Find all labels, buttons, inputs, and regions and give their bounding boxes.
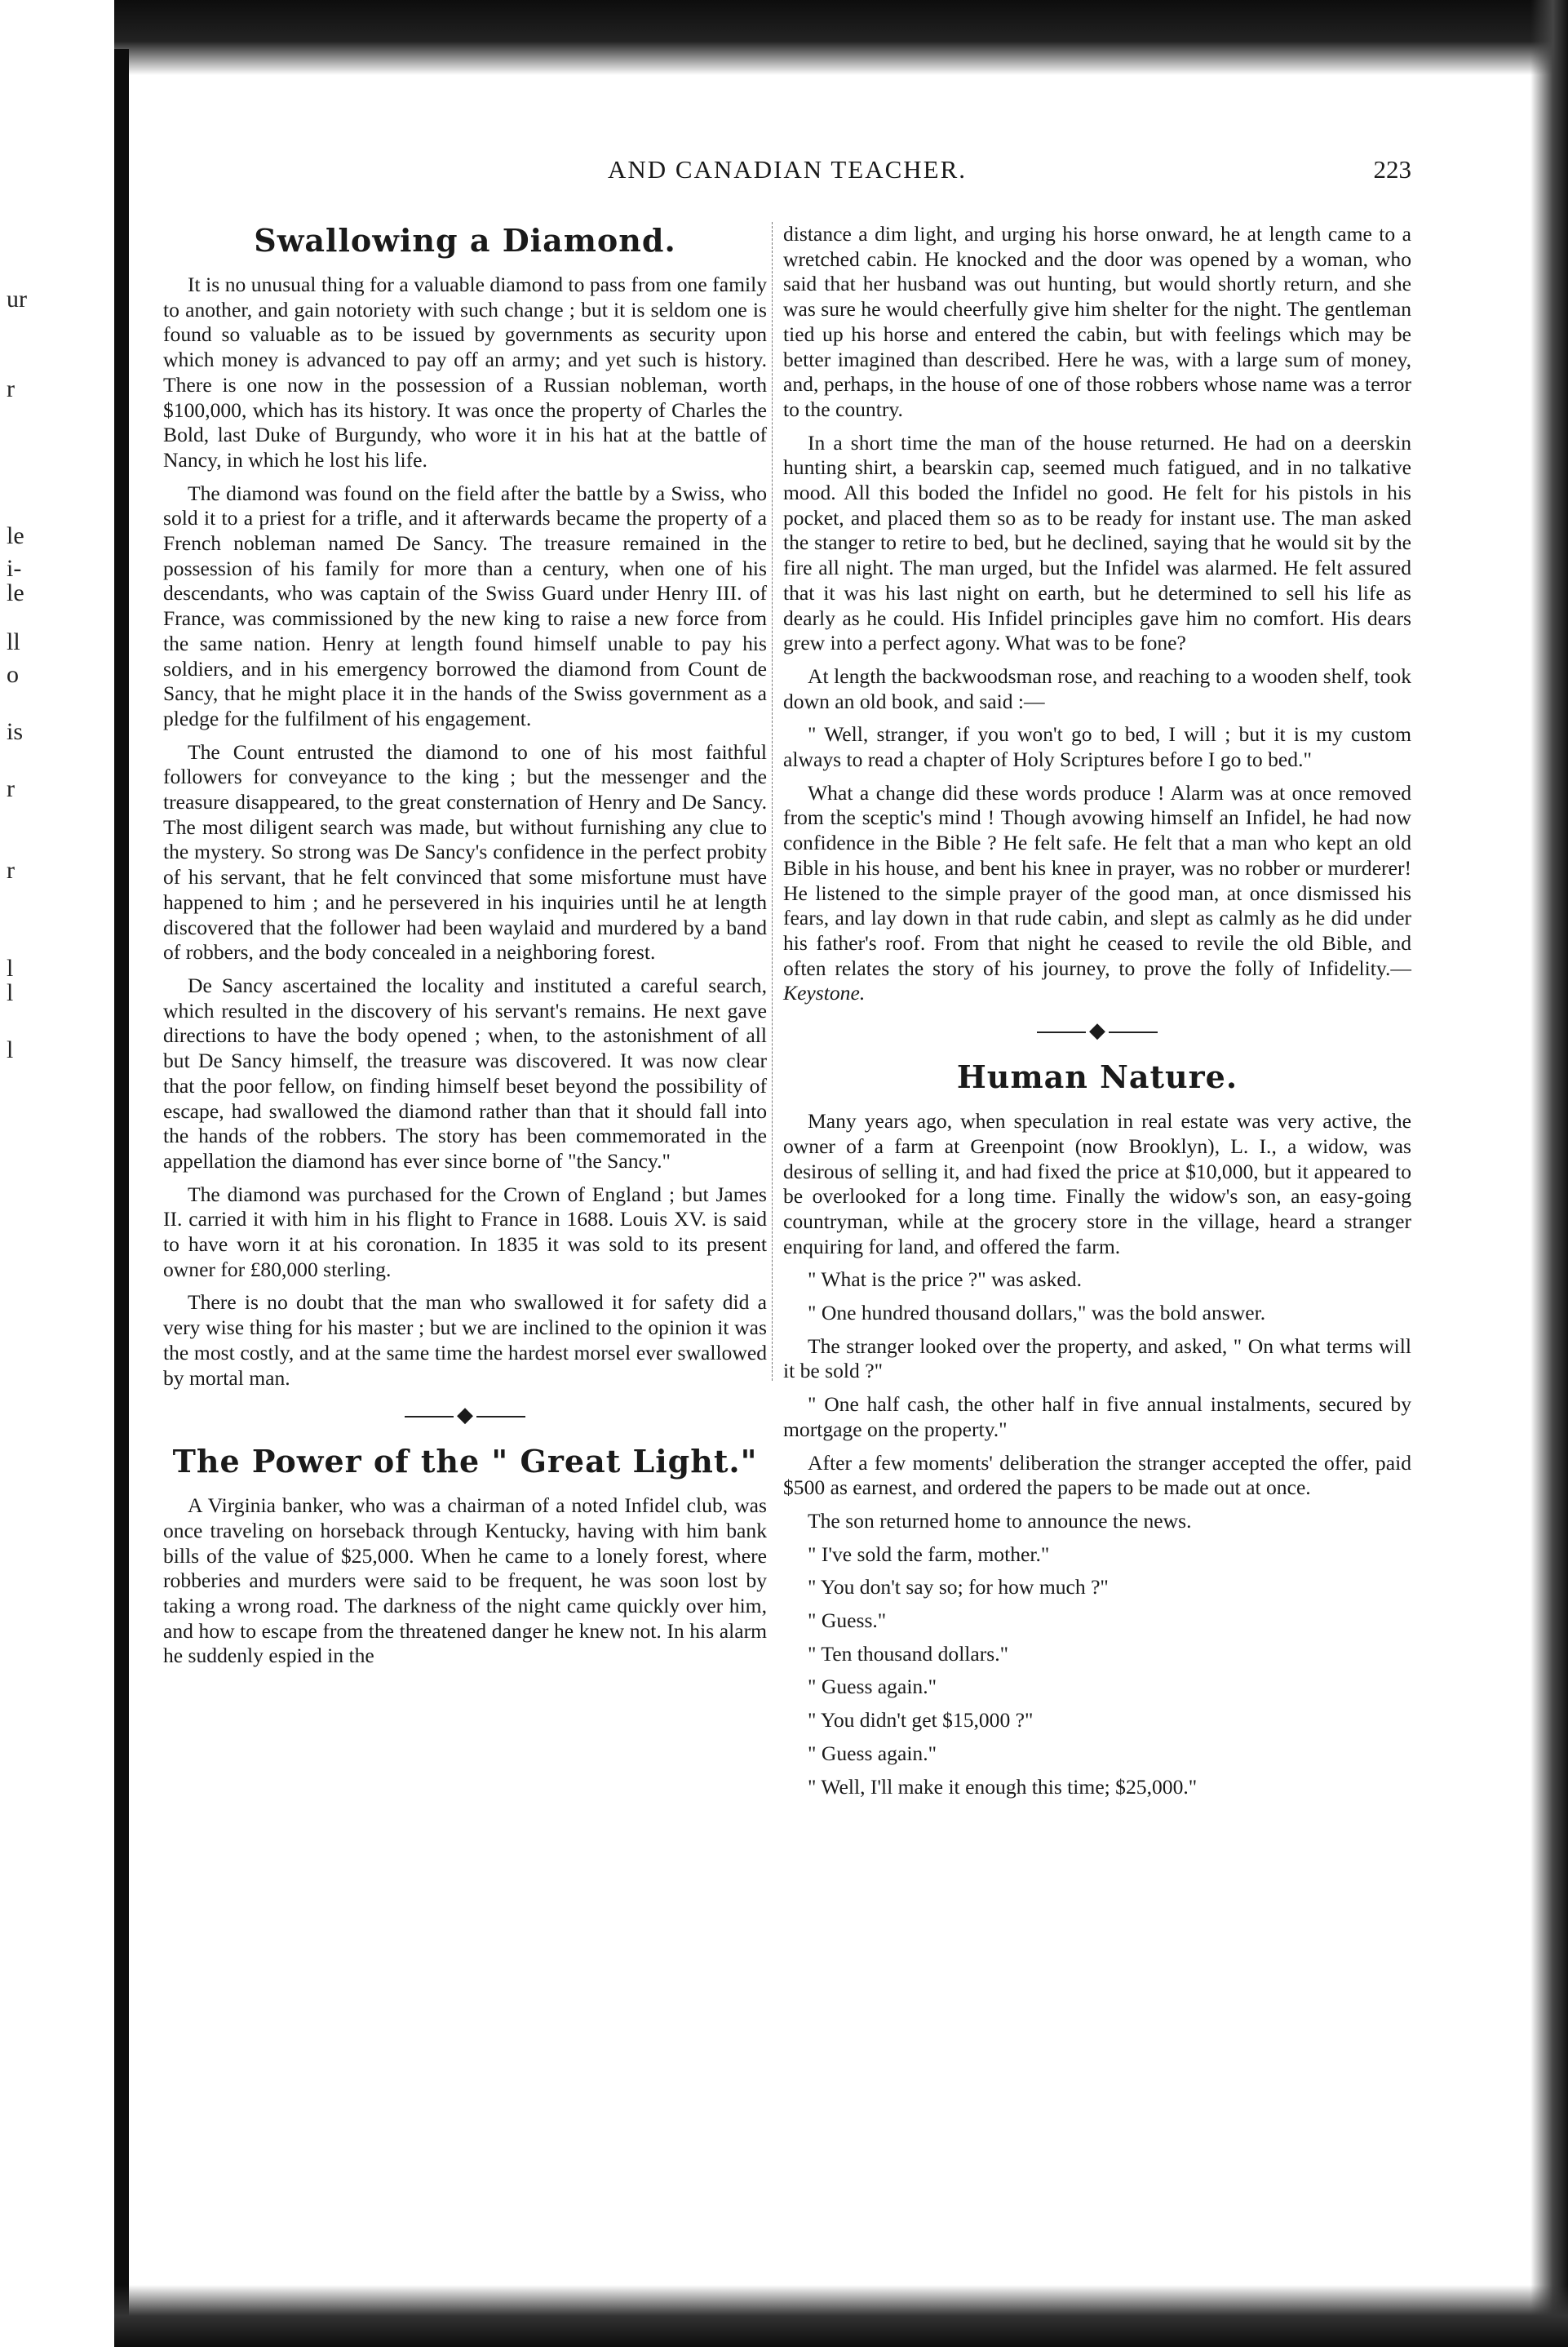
gutter-fragment: r (7, 775, 15, 802)
gutter-fragment: is (7, 718, 24, 745)
article-paragraph: After a few moments' deliberation the stranger accepted the offer, paid $500 as earnest, and ordered the papers to be made out at once. (783, 1450, 1411, 1500)
article-paragraph: " Well, stranger, if you won't go to bed, I will ; but it is my custom always to read a chapter of Holy Scriptures before I go to bed." (783, 722, 1411, 772)
running-title: AND CANADIAN TEACHER. (607, 155, 968, 184)
article-paragraph: The diamond was purchased for the Crown of England ; but James II. carried it with him in his flight to France in 1688. Louis XV. is said to have worn it at his coronation. In 1835 it was sold to its present owner for £80,000 sterling. (163, 1182, 767, 1281)
scan-right-shadow (1530, 0, 1568, 2347)
article-paragraph: " Guess again." (808, 1675, 937, 1699)
article-paragraph: " You didn't get $15,000 ?" (808, 1708, 1034, 1733)
separator-ornament-icon: ◆ (457, 1403, 473, 1427)
column-divider (772, 222, 773, 1381)
gutter-fragment: le (7, 579, 24, 606)
section-separator (783, 1018, 1411, 1044)
attribution: Keystone. (783, 981, 866, 1005)
article-paragraph: " Ten thousand dollars." (808, 1641, 1009, 1666)
separator-ornament-icon: ◆ (1089, 1018, 1105, 1043)
article-paragraph: " What is the price ?" was asked. (808, 1267, 1082, 1292)
article-paragraph: A Virginia banker, who was a chairman of a noted Infidel club, was once traveling on horseback through Kentucky, having with him bank bills of the value of $25,000. When he came to a lonely forest, where robberies and murders were said to be frequent, he was soon lost by taking a wrong road. The darkness of the night came quickly over him, and how to escape from the threatened danger he knew not. In his alarm he suddenly espied in the (163, 1493, 767, 1668)
article-paragraph: De Sancy ascertained the locality and instituted a careful search, which resulted in the discovery of his servant's remains. He next gave directions to have the body opened ; when, to the astonishment of all but De Sancy himself, the treasure was discovered. It was now clear that the poor fellow, on finding himself beset beyond the possibility of escape, had swallowed the diamond rather than that it should fall into the hands of the robbers. The story has been commemorated in the appellation the diamond has ever since borne of "the Sancy." (163, 973, 767, 1173)
article-paragraph: " Guess again." (808, 1741, 937, 1765)
scan-top-shadow (114, 0, 1568, 75)
scan-bottom-shadow (114, 2285, 1568, 2347)
article-paragraph: distance a dim light, and urging his horse onward, he at length came to a wretched cabin. He knocked and the door was opened by a woman, who said that her husband was out hunting, but would shortly return, and she was sure he would cheerfully give him shelter for the night. The gentleman tied up his horse and entered the cabin, but with feelings which may be better imagined than described. Here he was, with a large sum of money, and, perhaps, in the house of one of those robbers whose name was a terror to the country. (783, 222, 1411, 421)
left-column (163, 222, 767, 1677)
article-paragraph: " One hundred thousand dollars," was the bold answer. (808, 1301, 1266, 1325)
article-paragraph: It is no unusual thing for a valuable diamond to pass from one family to another, and gain notoriety with such change ; but it is seldom one is found so valuable as to be issued by governments as security upon which money is advanced to pay off an army; and yet such is history. There is one now in the possession of a Russian nobleman, worth $100,000, which has its history. It was once the property of Charles the Bold, last Duke of Burgundy, who wore it in his hat at the battle of Nancy, in which he lost his life. (163, 273, 767, 472)
gutter-fragment: r (7, 375, 15, 402)
article-paragraph: What a change did these words produce ! Alarm was at once removed from the sceptic's mind ! Though avowing himself an Infidel, he had now confidence in the Bible ? He felt safe. He felt that a man who kept an old Bible in his house, and bent his knee in prayer, was no robber or murderer! He listened to the simple prayer of the good man, at once dismissed his fears, and lay down in that rude cabin, and slept as calmly as he did under his father's roof. From that night he ceased to revile the old Bible, and often relates the story of his journey, to prove the folly of Infidelity.— (783, 780, 1411, 980)
gutter-fragment: ur (7, 286, 27, 313)
article-paragraph: The son returned home to announce the news. (808, 1508, 1192, 1533)
article-paragraph: In a short time the man of the house returned. He had on a deerskin hunting shirt, a bearskin cap, seemed much fatigued, and in no talkative mood. All this boded the Infidel no good. He felt for his pistols in his pocket, and placed them so as to be ready for instant use. The man asked the stanger to retire to bed, but he declined, saying that he would sit by the fire all night. The man urged, but the Infidel was alarmed. He felt assured that it was his last night on earth, but he determined to sell his life as dearly as he could. His Infidel principles gave him no comfort. His dears grew into a perfect agony. What was to be fone? (783, 430, 1411, 655)
article-title-human-nature: Human Nature. (956, 1058, 1238, 1096)
page-number: 223 (1373, 155, 1411, 184)
article-paragraph: " One half cash, the other half in five annual instalments, secured by mortgage on the property." (783, 1392, 1411, 1441)
article-title-great-light: The Power of the " Great Light." (172, 1443, 758, 1480)
article-title-diamond: Swallowing a Diamond. (254, 222, 676, 259)
article-paragraph: The diamond was found on the field after the battle by a Swiss, who sold it to a priest for a trifle, and it afterwards became the property of a French nobleman named De Sancy. The treasure remained in the possession of his family for more than a century, when one of his descendants, who was captain of the Swiss Guard under Henry III. of France, was commissioned by the new king to raise a new force from the same nation. Henry at length found himself unable to pay his soldiers, and in his emergency borrowed the diamond from Count de Sancy, that he might place it in the hands of the Swiss government as a pledge for the fulfilment of his engagement. (163, 481, 767, 730)
gutter-fragment: i- (7, 555, 22, 582)
article-paragraph: " Guess." (808, 1608, 887, 1633)
article-paragraph: " You don't say so; for how much ?" (808, 1575, 1109, 1599)
gutter-fragment: l (7, 955, 14, 982)
gutter-fragment: ll (7, 628, 20, 655)
article-paragraph: Many years ago, when speculation in real estate was very active, the owner of a farm at Greenpoint (now Brooklyn), L. I., a widow, was desirous of selling it, and had fixed the price at $10,000, but it appeared to be overlooked for a long time. Finally the widow's son, an easy-going countryman, while at the grocery store in the village, heard a stranger enquiring for land, and offered the farm. (783, 1109, 1411, 1258)
scan-binding-shadow (114, 49, 129, 2347)
gutter-fragment: r (7, 857, 15, 884)
right-column (783, 222, 1411, 1808)
article-paragraph-with-attribution (783, 781, 1411, 1006)
gutter-fragment: le (7, 522, 24, 549)
article-paragraph: The stranger looked over the property, and asked, " On what terms will it be sold ?" (783, 1333, 1411, 1383)
page-header (163, 155, 1411, 196)
article-paragraph: " I've sold the farm, mother." (808, 1542, 1050, 1566)
gutter-fragment: l (7, 1036, 14, 1063)
gutter-fragment: o (7, 661, 19, 688)
article-paragraph: The Count entrusted the diamond to one of his most faithful followers for conveyance to the king ; but the messenger and the treasure disappeared, to the great consternation of Henry and De Sancy. The most diligent search was made, but without furnishing any clue to the mystery. So strong was De Sancy's confidence in the perfect probity of his servant, that he felt convinced that some misfortune must have happened to him ; and he persevered in his inquiries until he at length discovered that the follower had been waylaid and murdered by a band of robbers, and the body concealed in a neighboring forest. (163, 739, 767, 965)
article-paragraph: There is no doubt that the man who swallowed it for safety did a very wise thing for his master ; but we are inclined to the opinion it was the most costly, and at the same time the hardest morsel ever swallowed by mortal man. (163, 1290, 767, 1390)
article-paragraph: " Well, I'll make it enough this time; $25,000." (808, 1774, 1198, 1799)
article-paragraph: At length the backwoodsman rose, and reaching to a wooden shelf, took down an old book, and said :— (783, 663, 1411, 713)
gutter-fragment: l (7, 979, 14, 1006)
section-separator (163, 1402, 767, 1428)
left-margin-gutter (0, 0, 114, 2347)
